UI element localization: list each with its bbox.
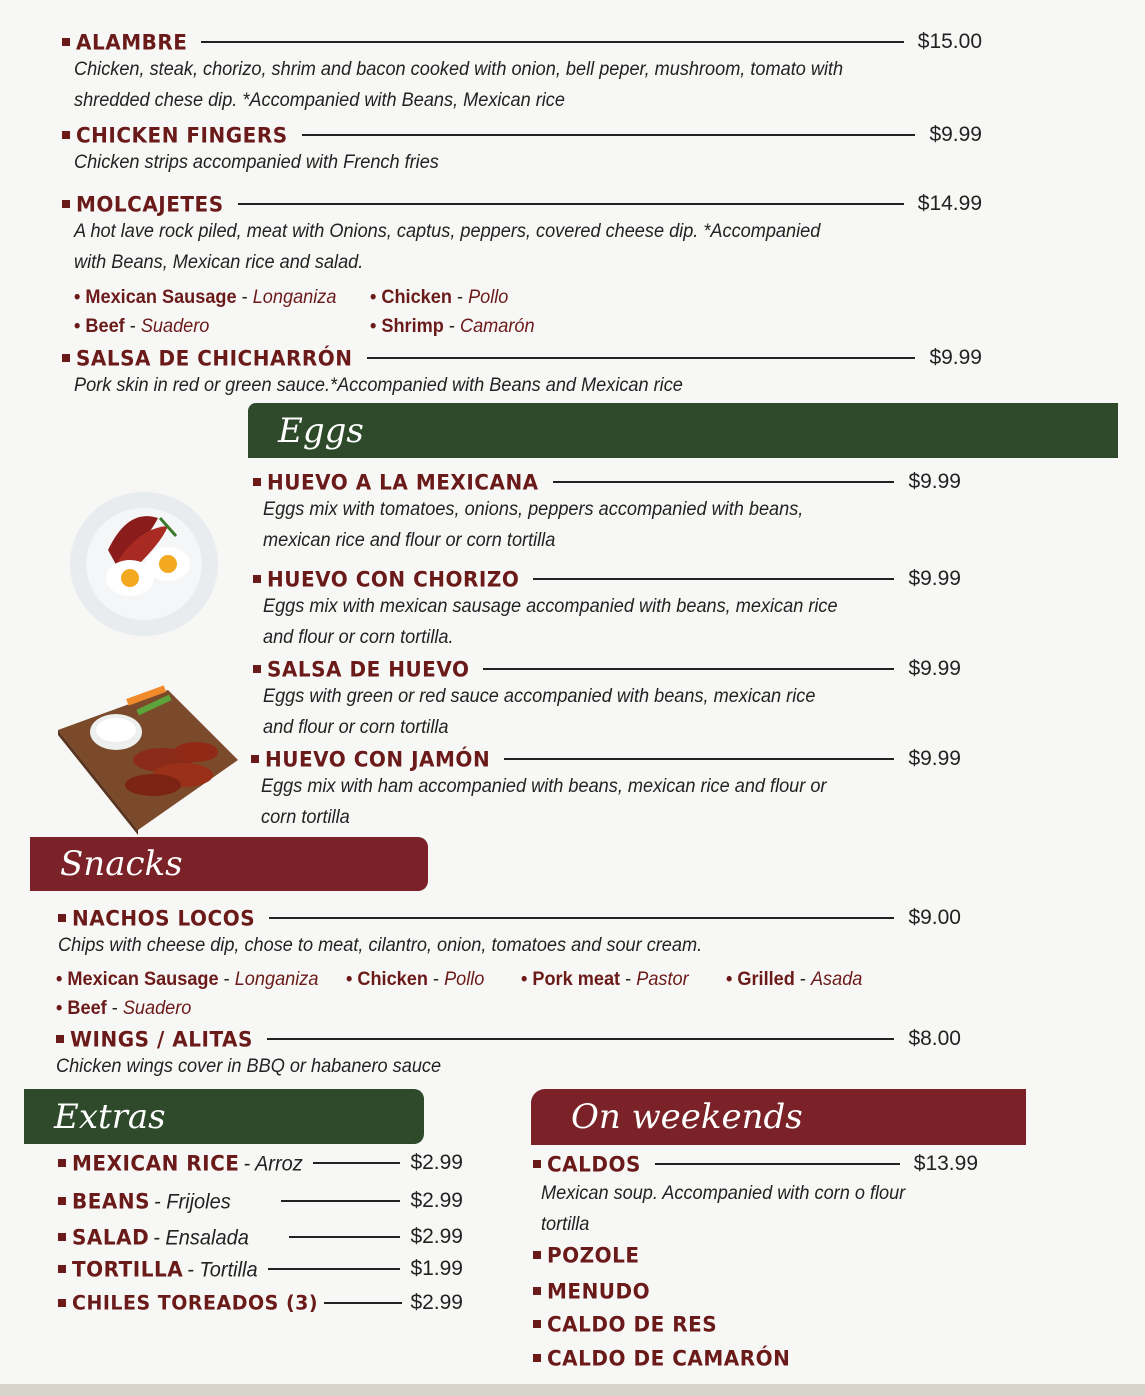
wings-board-image (58, 680, 238, 835)
snacks-section-banner (30, 837, 428, 891)
bullet-icon (62, 354, 70, 362)
item-description: Chicken, steak, chorizo, shrim and bacon cooked with onion, bell peper, mushroom, tomato with shredded chese dip. *Accompanied with Beans, Mexican rice (74, 58, 844, 111)
item-name: BEANS - Frijoles (72, 1187, 231, 1214)
item-price: $9.99 (908, 567, 961, 590)
section-title: Extras (54, 1096, 166, 1137)
option-beef: • Beef - Suadero (74, 315, 210, 337)
menu-item-nachos-locos (58, 904, 961, 961)
extra-item-tortilla (58, 1254, 463, 1284)
molcajetes-options (74, 283, 674, 343)
section-title: Eggs (278, 410, 364, 451)
menu-item-huevo-a-la-mexicana (253, 468, 961, 556)
menu-item-molcajetes (62, 190, 982, 278)
bullet-icon (58, 1299, 66, 1307)
page-edge (0, 1384, 1145, 1396)
item-price: $9.99 (908, 747, 961, 770)
leader-line (483, 668, 894, 670)
option-chicken: • Chicken - Pollo (346, 968, 485, 990)
item-name: MOLCAJETES (76, 191, 224, 217)
weekend-item-caldo-de-res (533, 1309, 953, 1339)
option-pork-meat: • Pork meat - Pastor (521, 968, 689, 990)
item-description: Chicken strips accompanied with French fries (74, 151, 439, 173)
leader-line (504, 758, 894, 760)
eggs-section-banner (248, 403, 1118, 458)
item-price: $2.99 (410, 1291, 463, 1314)
nachos-options (56, 965, 936, 1025)
bullet-icon (56, 1035, 64, 1043)
item-price: $2.99 (410, 1189, 463, 1212)
bullet-icon (533, 1354, 541, 1362)
item-name: POZOLE (547, 1242, 640, 1268)
item-name: HUEVO CON CHORIZO (267, 566, 520, 592)
menu-item-wings-alitas (56, 1025, 961, 1082)
option-chicken: • Chicken - Pollo (370, 286, 509, 308)
leader-line (238, 203, 904, 205)
item-description: Chicken wings cover in BBQ or habanero sauce (56, 1055, 442, 1077)
item-name: CALDO DE CAMARÓN (547, 1345, 791, 1371)
weekends-section-banner (531, 1089, 1026, 1145)
item-name: ALAMBRE (76, 29, 188, 55)
item-name: WINGS / ALITAS (70, 1026, 253, 1052)
item-name: CALDOS (547, 1151, 641, 1177)
extra-item-mexican-rice (58, 1148, 463, 1178)
item-price: $8.00 (908, 1027, 961, 1050)
item-description: A hot lave rock piled, meat with Onions, captus, peppers, covered cheese dip. *Accompanied with Beans, Mexican rice and salad. (74, 220, 821, 273)
item-price: $9.00 (908, 906, 961, 929)
leader-line (655, 1163, 900, 1165)
leader-line (268, 1268, 401, 1270)
item-price: $9.99 (929, 123, 982, 146)
extra-item-beans (58, 1186, 463, 1216)
item-description: Chips with cheese dip, chose to meat, cilantro, onion, tomatoes and sour cream. (58, 934, 703, 956)
option-shrimp: • Shrimp - Camarón (370, 315, 535, 337)
extra-item-salad (58, 1222, 463, 1252)
bullet-icon (253, 478, 261, 486)
item-name: SALSA DE HUEVO (267, 656, 470, 682)
leader-line (533, 578, 894, 580)
section-title: Snacks (60, 844, 183, 884)
item-price: $9.99 (929, 346, 982, 369)
bullet-icon (62, 131, 70, 139)
item-name: MENUDO (547, 1278, 651, 1304)
item-name: HUEVO CON JAMÓN (265, 746, 491, 772)
weekend-item-caldos (533, 1150, 978, 1240)
item-name: SALSA DE CHICHARRÓN (76, 345, 353, 371)
menu-item-alambre (62, 28, 982, 116)
item-description: Eggs mix with ham accompanied with beans, mexican rice and flour or corn tortilla (261, 775, 827, 828)
extras-section-banner (24, 1089, 424, 1144)
extra-item-chiles-toreados (58, 1288, 463, 1318)
bullet-icon (253, 665, 261, 673)
bullet-icon (251, 755, 259, 763)
item-price: $9.99 (908, 657, 961, 680)
leader-line (201, 41, 903, 43)
leader-line (367, 357, 916, 359)
option-mexican-sausage: • Mexican Sausage - Longaniza (56, 968, 319, 990)
item-description: Eggs mix with tomatoes, onions, peppers accompanied with beans, mexican rice and flour or corn tortilla (263, 498, 804, 551)
item-name: CHILES TOREADOS (3) (72, 1291, 319, 1315)
menu-item-huevo-con-chorizo (253, 565, 961, 653)
leader-line (553, 481, 895, 483)
weekend-item-pozole (533, 1240, 953, 1270)
weekend-item-caldo-de-camaron (533, 1343, 953, 1373)
bullet-icon (533, 1160, 541, 1168)
item-price: $2.99 (410, 1151, 463, 1174)
item-price: $2.99 (410, 1225, 463, 1248)
option-grilled: • Grilled - Asada (726, 968, 863, 990)
bullet-icon (533, 1251, 541, 1259)
bullet-icon (58, 1197, 66, 1205)
leader-line (269, 917, 894, 919)
leader-line (289, 1236, 401, 1238)
eggs-plate-image (68, 488, 220, 638)
bullet-icon (62, 200, 70, 208)
item-description: Mexican soup. Accompanied with corn o flour tortilla (541, 1182, 906, 1235)
bullet-icon (58, 1233, 66, 1241)
bullet-icon (533, 1320, 541, 1328)
item-name: MEXICAN RICE - Arroz (72, 1149, 303, 1176)
menu-item-chicken-fingers (62, 121, 982, 178)
item-name: TORTILLA - Tortilla (72, 1255, 258, 1282)
option-beef: • Beef - Suadero (56, 997, 192, 1019)
item-price: $14.99 (917, 192, 982, 215)
leader-line (302, 134, 916, 136)
bullet-icon (58, 1265, 66, 1273)
item-price: $15.00 (917, 30, 982, 53)
leader-line (267, 1038, 895, 1040)
bullet-icon (58, 914, 66, 922)
item-price: $9.99 (908, 470, 961, 493)
item-description: Pork skin in red or green sauce.*Accompanied with Beans and Mexican rice (74, 374, 683, 396)
item-description: Eggs with green or red sauce accompanied with beans, mexican rice and flour or corn tortilla (263, 685, 816, 738)
item-name: CHICKEN FINGERS (76, 122, 288, 148)
item-name: CALDO DE RES (547, 1311, 718, 1337)
leader-line (313, 1162, 401, 1164)
bullet-icon (533, 1287, 541, 1295)
menu-item-salsa-de-chicharron (62, 344, 982, 401)
item-name: NACHOS LOCOS (72, 905, 256, 931)
leader-line (281, 1200, 401, 1202)
bullet-icon (58, 1159, 66, 1167)
menu-item-salsa-de-huevo (253, 655, 961, 743)
item-name: SALAD - Ensalada (72, 1223, 249, 1250)
bullet-icon (62, 38, 70, 46)
weekend-item-menudo (533, 1276, 953, 1306)
menu-item-huevo-con-jamon (251, 745, 961, 833)
item-name: HUEVO A LA MEXICANA (267, 469, 539, 495)
leader-line (324, 1302, 402, 1304)
option-mexican-sausage: • Mexican Sausage - Longaniza (74, 286, 337, 308)
section-title: On weekends (571, 1097, 803, 1137)
item-description: Eggs mix with mexican sausage accompanied with beans, mexican rice and flour or corn tortilla. (263, 595, 838, 648)
item-price: $13.99 (913, 1152, 978, 1175)
item-price: $1.99 (410, 1257, 463, 1280)
bullet-icon (253, 575, 261, 583)
